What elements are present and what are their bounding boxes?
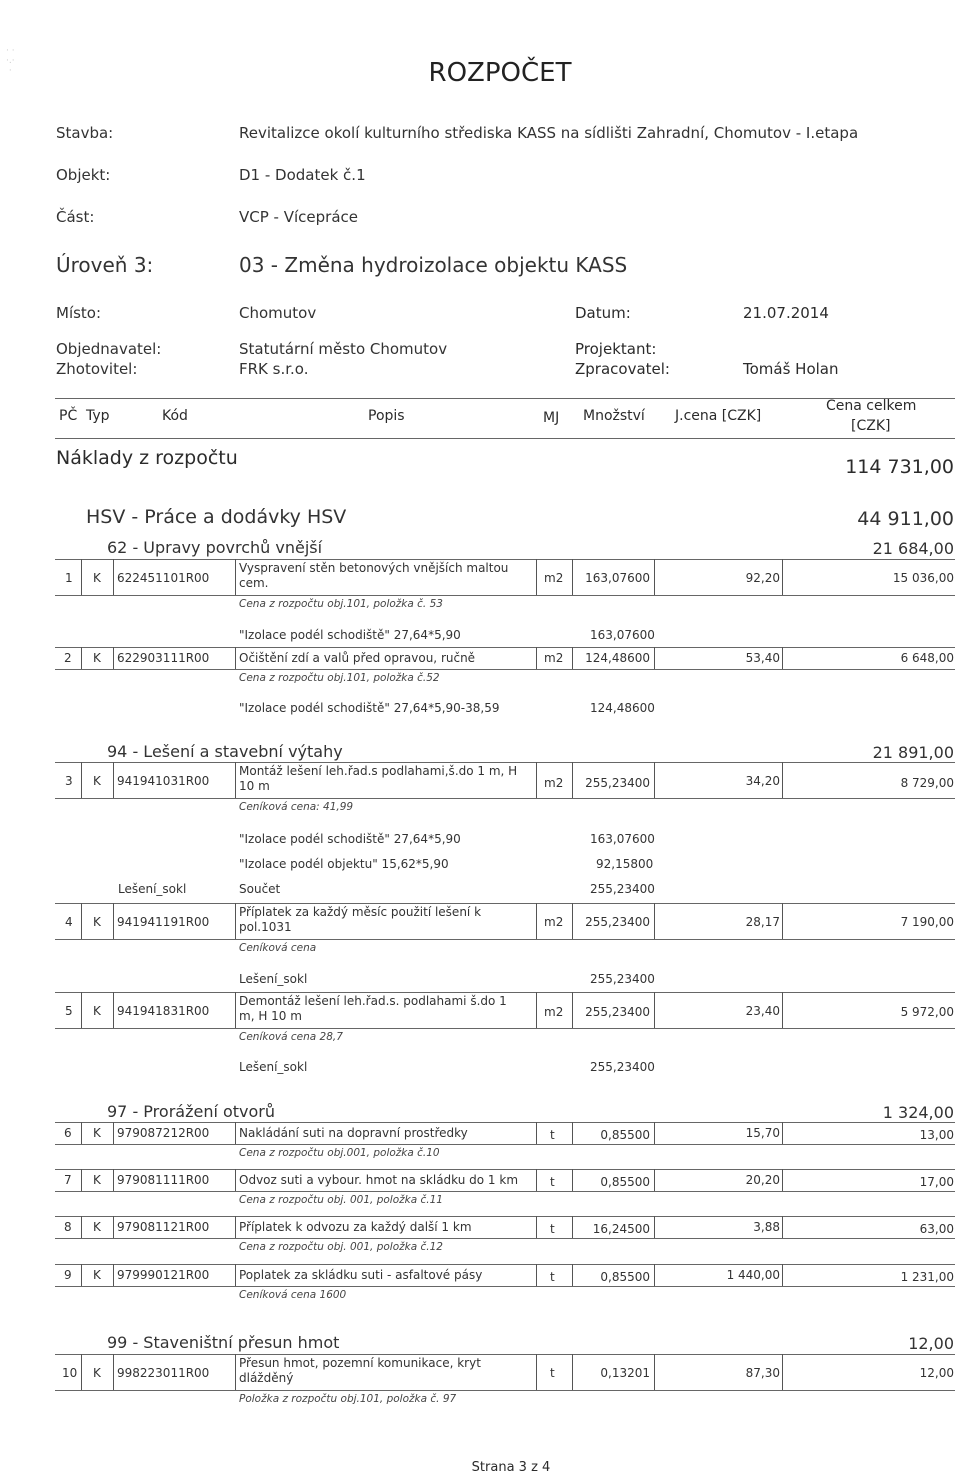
item-typ: K: [93, 1268, 101, 1282]
projektant-label: Projektant:: [575, 340, 657, 358]
item-typ: K: [93, 915, 101, 929]
item-popis: Příplatek k odvozu za každý další 1 km: [239, 1220, 472, 1234]
item-mj: t: [550, 1366, 555, 1380]
item-jcena: 20,20: [745, 1173, 780, 1187]
item-mj: m2: [544, 776, 564, 790]
section-label: 99 - Staveništní přesun hmot: [107, 1333, 340, 1352]
item-celkem: 7 190,00: [900, 915, 954, 929]
item-mnozstvi: 255,23400: [585, 1005, 650, 1019]
item-popis: Očištění zdí a valů před opravou, ručně: [239, 651, 476, 665]
item-mj: t: [550, 1270, 555, 1284]
item-kod: 979081121R00: [117, 1220, 210, 1234]
item-typ: K: [93, 651, 101, 665]
item-typ: K: [93, 774, 101, 788]
item-note: Ceníková cena: [239, 942, 317, 954]
item-celkem: 5 972,00: [900, 1005, 954, 1019]
zhotovitel-value: FRK s.r.o.: [239, 360, 309, 378]
objekt-value: D1 - Dodatek č.1: [239, 166, 366, 184]
item-note: Položka z rozpočtu obj.101, položka č. 97: [239, 1393, 457, 1405]
item-note: Cena z rozpočtu obj. 001, položka č.12: [239, 1241, 443, 1253]
stavba-value: Revitalizce okolí kulturního střediska KASS na sídlišti Zahradní, Chomutov - I.etapa: [239, 124, 859, 142]
zhotovitel-label: Zhotovitel:: [56, 360, 138, 378]
item-jcena: 1 440,00: [726, 1268, 780, 1282]
item-popis: Montáž lešení leh.řad.s podlahami,š.do 1 m, H 10 m: [239, 764, 518, 793]
item-mnozstvi: 0,85500: [600, 1128, 650, 1142]
item-pc: 8: [64, 1220, 72, 1234]
item-kod: 979081111R00: [117, 1173, 210, 1187]
item-popis: Příplatek za každý měsíc použití lešení k pol.1031: [239, 905, 482, 934]
calc-value: 163,07600: [590, 628, 655, 642]
item-pc: 9: [64, 1268, 72, 1282]
hsv-total: 44 911,00: [857, 508, 954, 530]
item-pc: 3: [65, 774, 73, 788]
hsv-label: HSV - Práce a dodávky HSV: [86, 506, 347, 528]
item-pc: 10: [62, 1366, 78, 1380]
item-note: Ceníková cena 28,7: [239, 1031, 343, 1043]
item-mj: m2: [544, 651, 564, 665]
item-celkem: 1 231,00: [900, 1270, 954, 1284]
item-jcena: 3,88: [753, 1220, 780, 1234]
item-kod: 622903111R00: [117, 651, 210, 665]
item-kod: 979990121R00: [117, 1268, 210, 1282]
objekt-label: Objekt:: [56, 166, 111, 184]
item-kod: 622451101R00: [117, 571, 210, 585]
item-jcena: 28,17: [745, 915, 780, 929]
calc-text: Lešení_sokl: [239, 972, 308, 986]
item-celkem: 6 648,00: [900, 651, 954, 665]
item-typ: K: [93, 1366, 101, 1380]
item-mnozstvi: 255,23400: [585, 915, 650, 929]
header-bottom-rule: [55, 438, 955, 439]
section-total: 21 891,00: [872, 743, 954, 762]
col-jcena: J.cena [CZK]: [675, 408, 762, 424]
item-mj: m2: [544, 571, 564, 585]
item-mj: t: [550, 1175, 555, 1189]
item-celkem: 63,00: [919, 1222, 954, 1236]
calc-code: Lešení_sokl: [118, 882, 187, 896]
section-label: 62 - Upravy povrchů vnější: [107, 538, 323, 557]
item-pc: 5: [65, 1004, 73, 1018]
item-typ: K: [93, 1126, 101, 1140]
calc-value: 255,23400: [590, 882, 655, 896]
item-note: Ceníková cena 1600: [239, 1289, 347, 1301]
col-popis: Popis: [368, 408, 405, 424]
item-typ: K: [93, 571, 101, 585]
item-popis: Nakládání suti na dopravní prostředky: [239, 1126, 468, 1140]
header-top-rule: [55, 398, 955, 399]
scan-speck: · · ·.· ·: [6, 46, 15, 76]
calc-value: 163,07600: [590, 832, 655, 846]
item-kod: 941941831R00: [117, 1004, 210, 1018]
item-mj: t: [550, 1222, 555, 1236]
calc-text: Součet: [239, 882, 281, 896]
item-mj: t: [550, 1128, 555, 1142]
item-jcena: 34,20: [745, 774, 780, 788]
naklady-total: 114 731,00: [845, 456, 954, 478]
calc-value: 255,23400: [590, 1060, 655, 1074]
item-mnozstvi: 255,23400: [585, 776, 650, 790]
item-celkem: 15 036,00: [892, 571, 954, 585]
col-celkem-unit: [CZK]: [851, 418, 891, 434]
naklady-label: Náklady z rozpočtu: [56, 447, 238, 469]
item-pc: 7: [64, 1173, 72, 1187]
item-note: Cena z rozpočtu obj.101, položka č.52: [239, 672, 440, 684]
item-pc: 1: [65, 571, 73, 585]
item-popis: Přesun hmot, pozemní komunikace, kryt dlážděný: [239, 1356, 481, 1385]
calc-text: "Izolace podél schodiště" 27,64*5,90-38,59: [239, 701, 500, 715]
item-celkem: 13,00: [919, 1128, 954, 1142]
item-mj: m2: [544, 1005, 564, 1019]
cast-value: VCP - Vícepráce: [239, 208, 358, 226]
calc-value: 124,48600: [590, 701, 655, 715]
item-jcena: 87,30: [745, 1366, 780, 1380]
col-kod: Kód: [162, 408, 188, 424]
section-label: 97 - Prorážení otvorů: [107, 1102, 276, 1121]
calc-text: "Izolace podél schodiště" 27,64*5,90: [239, 628, 461, 642]
item-typ: K: [93, 1173, 101, 1187]
item-popis: Vyspravení stěn betonových vnějších maltou cem.: [239, 561, 509, 590]
misto-value: Chomutov: [239, 304, 317, 322]
item-kod: 998223011R00: [117, 1366, 210, 1380]
calc-text: "Izolace podél schodiště" 27,64*5,90: [239, 832, 461, 846]
stavba-label: Stavba:: [56, 124, 114, 142]
item-popis: Demontáž lešení leh.řad.s. podlahami š.do 1 m, H 10 m: [239, 994, 507, 1023]
item-jcena: 92,20: [745, 571, 780, 585]
col-pc: PČ: [59, 408, 78, 424]
item-note: Cena z rozpočtu obj.001, položka č.10: [239, 1147, 440, 1159]
calc-value: 92,15800: [596, 857, 654, 871]
item-popis: Odvoz suti a vybour. hmot na skládku do 1 km: [239, 1173, 519, 1187]
section-total: 12,00: [908, 1334, 954, 1353]
col-mnozstvi: Množství: [583, 408, 645, 424]
objednavatel-label: Objednavatel:: [56, 340, 162, 358]
page-footer: Strana 3 z 4: [471, 1460, 551, 1475]
uroven-label: Úroveň 3:: [56, 253, 154, 277]
item-jcena: 23,40: [745, 1004, 780, 1018]
col-mj: MJ: [543, 410, 560, 426]
section-total: 1 324,00: [882, 1103, 954, 1122]
item-popis: Poplatek za skládku suti - asfaltové pásy: [239, 1268, 483, 1282]
item-mnozstvi: 124,48600: [585, 651, 650, 665]
zpracovatel-label: Zpracovatel:: [575, 360, 670, 378]
item-kod: 941941191R00: [117, 915, 210, 929]
col-celkem: Cena celkem: [826, 398, 917, 414]
datum-label: Datum:: [575, 304, 631, 322]
item-note: Cena z rozpočtu obj. 001, položka č.11: [239, 1194, 443, 1206]
zpracovatel-value: Tomáš Holan: [743, 360, 839, 378]
calc-value: 255,23400: [590, 972, 655, 986]
datum-value: 21.07.2014: [743, 304, 829, 322]
uroven-value: 03 - Změna hydroizolace objektu KASS: [239, 253, 628, 277]
item-mnozstvi: 0,85500: [600, 1270, 650, 1284]
section-total: 21 684,00: [872, 539, 954, 558]
item-typ: K: [93, 1220, 101, 1234]
item-mnozstvi: 16,24500: [592, 1222, 650, 1236]
section-label: 94 - Lešení a stavební výtahy: [107, 742, 343, 761]
item-mnozstvi: 0,13201: [600, 1366, 650, 1380]
col-typ: Typ: [86, 408, 110, 424]
item-jcena: 53,40: [745, 651, 780, 665]
document-title: ROZPOČET: [428, 58, 572, 88]
item-kod: 979087212R00: [117, 1126, 210, 1140]
item-mnozstvi: 163,07600: [585, 571, 650, 585]
item-celkem: 12,00: [919, 1366, 954, 1380]
item-mnozstvi: 0,85500: [600, 1175, 650, 1189]
item-pc: 2: [64, 651, 72, 665]
item-kod: 941941031R00: [117, 774, 210, 788]
misto-label: Místo:: [56, 304, 102, 322]
item-celkem: 8 729,00: [900, 776, 954, 790]
item-note: Cena z rozpočtu obj.101, položka č. 53: [239, 598, 443, 610]
item-pc: 4: [65, 915, 73, 929]
objednavatel-value: Statutární město Chomutov: [239, 340, 448, 358]
item-celkem: 17,00: [919, 1175, 954, 1189]
item-note: Ceníková cena: 41,99: [239, 801, 354, 813]
item-mj: m2: [544, 915, 564, 929]
item-typ: K: [93, 1004, 101, 1018]
item-pc: 6: [64, 1126, 72, 1140]
calc-text: Lešení_sokl: [239, 1060, 308, 1074]
cast-label: Část:: [56, 208, 95, 226]
item-jcena: 15,70: [745, 1126, 780, 1140]
calc-text: "Izolace podél objektu" 15,62*5,90: [239, 857, 449, 871]
